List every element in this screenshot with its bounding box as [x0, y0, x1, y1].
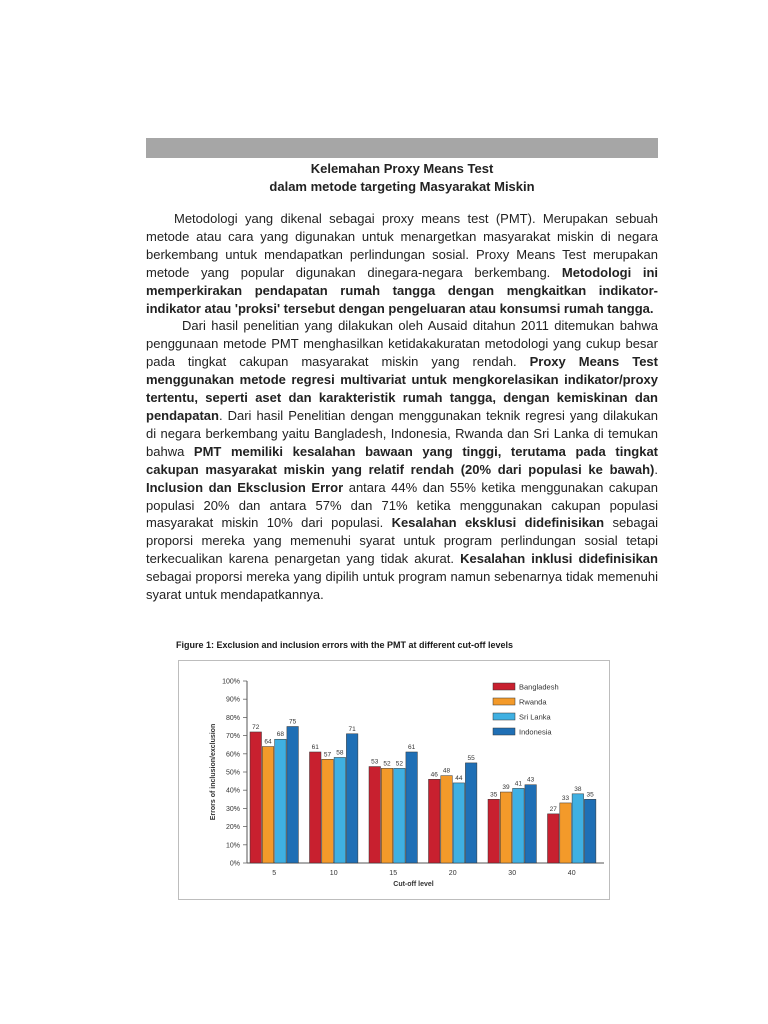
p2-run-7: Kesalahan eksklusi didefinisikan: [391, 515, 605, 531]
bar-value-label: 53: [371, 758, 379, 766]
y-tick-label: 10%: [225, 842, 240, 850]
bar-value-label: 35: [586, 791, 594, 799]
bar-indonesia-10: [346, 734, 358, 863]
title-line-2: dalam metode targeting Masyarakat Miskin: [269, 179, 535, 194]
legend-label: Bangladesh: [519, 682, 559, 692]
document-body: [146, 210, 658, 604]
bar-sri-lanka-20: [453, 783, 465, 863]
x-tick-label: 5: [272, 870, 277, 877]
x-tick-label: 15: [389, 870, 398, 877]
bar-value-label: 75: [289, 718, 297, 726]
p2-run-3: PMT memiliki kesalahan bawaan yang tinggi, terutama pada tingkat cakupan masyarakat miskin yang relatif rendah (20% dari populasi ke bawah): [146, 443, 659, 477]
document-title: [146, 160, 658, 196]
bar-rwanda-40: [560, 803, 572, 863]
p2-run-2: . Dari hasil Penelitian dengan menggunakan teknik regresi yang dilakukan di negara berkembang yaitu Bangladesh, Indonesia, Rwanda dan Sri Lanka di temukan bahwa: [146, 407, 658, 459]
p2-run-10: sebagai proporsi mereka yang dipilih untuk program namun sebenarnya tidak memenuhi syarat untuk mendapatkannya.: [146, 569, 658, 603]
figure-caption: Figure 1: Exclusion and inclusion errors with the PMT at different cut-off levels: [176, 640, 514, 650]
y-tick-label: 40%: [225, 787, 240, 795]
bar-value-label: 64: [264, 738, 272, 746]
bar-value-label: 43: [527, 776, 535, 784]
bar-value-label: 38: [574, 785, 582, 793]
x-tick-label: 10: [329, 870, 338, 877]
bar-indonesia-5: [287, 727, 299, 864]
x-axis-label: Cut-off level: [393, 881, 434, 888]
bar-rwanda-5: [262, 747, 274, 863]
bar-value-label: 46: [430, 771, 438, 779]
y-tick-label: 100%: [222, 678, 240, 686]
bar-value-label: 71: [348, 725, 356, 733]
bar-value-label: 52: [395, 760, 403, 768]
bar-value-label: 27: [549, 805, 557, 813]
bar-value-label: 72: [252, 723, 260, 731]
y-axis-label: Errors of inclusion/exclusion: [210, 723, 217, 821]
y-tick-label: 70%: [225, 733, 240, 741]
bar-value-label: 33: [561, 794, 570, 802]
bar-indonesia-40: [584, 799, 596, 863]
bar-value-label: 61: [311, 743, 319, 751]
legend-label: Sri Lanka: [519, 712, 551, 722]
bar-bangladesh-5: [250, 732, 262, 863]
bar-bangladesh-40: [548, 814, 560, 863]
legend-swatch-bangladesh: [493, 683, 515, 690]
legend-swatch-rwanda: [493, 698, 515, 705]
bar-sri-lanka-5: [275, 739, 287, 863]
bar-rwanda-30: [500, 792, 512, 863]
p2-run-9: Kesalahan inklusi didefinisikan: [460, 551, 658, 567]
bar-value-label: 39: [502, 784, 510, 792]
p2-run-6: antara 44% dan 55% ketika menggunakan cakupan populasi 20% dan antara 57% dan 71% ketika menggunakan cakupan populasi masyarakat miskin 10% dari populasi.: [146, 479, 658, 531]
bar-indonesia-30: [525, 785, 537, 863]
bar-rwanda-15: [381, 768, 393, 863]
bar-bangladesh-30: [488, 799, 500, 863]
bar-sri-lanka-30: [513, 788, 525, 863]
figure-frame: [178, 660, 610, 900]
p1-run-1: Metodologi ini memperkirakan pendapatan rumah tangga dengan mengkaitkan indikator-indikator atau 'proksi' tersebut dengan pengeluaran atau konsumsi rumah tangga.: [146, 264, 659, 316]
x-tick-label: 40: [567, 870, 576, 877]
legend-swatch-indonesia: [493, 728, 515, 735]
bar-value-label: 41: [514, 780, 522, 788]
p2-run-0: Dari hasil penelitian yang dilakukan oleh Ausaid ditahun 2011 ditemukan bahwa penggunaan metode PMT menghasilkan ketidakakuratan metodologi yang cukup besar pada tingkat cakupan masyarakat miskin yang rendah.: [146, 318, 658, 370]
p2-run-1: Proxy Means Test menggunakan metode regresi multivariat untuk mengkorelasikan indikator/proxy tertentu, seperti aset dan karakteristik rumah tangga, dengan kemiskinan dan pendapatan: [146, 354, 658, 423]
bar-value-label: 68: [276, 731, 284, 739]
header-bar: [146, 138, 658, 158]
bar-chart: [179, 661, 609, 899]
p1-run-0: Metodologi yang dikenal sebagai proxy means test (PMT). Merupakan sebuah metode atau cara yang digunakan untuk menargetkan masyarakat miskin di negara berkembang untuk mendapatkan perlindungan sosial. Proxy Means Test merupakan metode yang popular digunakan dinegara-negara berkembang.: [146, 211, 658, 280]
bar-value-label: 55: [467, 754, 475, 762]
paragraph-1: [146, 210, 658, 317]
legend-label: Rwanda: [519, 697, 547, 707]
title-line-1: Kelemahan Proxy Means Test: [310, 161, 494, 176]
y-tick-label: 80%: [225, 714, 240, 722]
bar-rwanda-10: [322, 759, 334, 863]
bar-bangladesh-10: [310, 752, 322, 863]
bar-bangladesh-20: [429, 779, 441, 863]
paragraph-2: [146, 317, 658, 604]
y-tick-label: 90%: [225, 696, 240, 704]
p2-run-4: .: [654, 461, 658, 477]
legend-swatch-sri-lanka: [493, 713, 515, 720]
bar-bangladesh-15: [369, 767, 381, 863]
bar-indonesia-20: [465, 763, 477, 863]
x-tick-label: 30: [508, 870, 517, 877]
bar-value-label: 57: [323, 751, 332, 759]
y-tick-label: 50%: [225, 769, 240, 777]
bar-value-label: 52: [383, 760, 391, 768]
bar-value-label: 35: [490, 791, 498, 799]
y-tick-label: 60%: [225, 751, 240, 759]
p2-run-8: sebagai proporsi mereka yang memenuhi syarat untuk program perlindungan sosial tetapi terkecualikan karena penargetan yang tidak akurat.: [146, 515, 658, 567]
bar-value-label: 61: [408, 743, 416, 751]
legend-label: Indonesia: [519, 727, 552, 737]
bar-value-label: 58: [336, 749, 344, 757]
y-tick-label: 20%: [225, 824, 240, 832]
bar-sri-lanka-40: [572, 794, 584, 863]
bar-indonesia-15: [406, 752, 418, 863]
bar-rwanda-20: [441, 776, 453, 863]
bar-sri-lanka-15: [394, 768, 406, 863]
bar-value-label: 44: [455, 774, 463, 782]
bar-sri-lanka-10: [334, 757, 346, 863]
bar-value-label: 48: [442, 767, 451, 775]
y-tick-label: 30%: [225, 805, 240, 813]
y-tick-label: 0%: [229, 860, 240, 868]
p2-run-5: Inclusion dan Eksclusion Error: [146, 479, 344, 495]
x-tick-label: 20: [448, 870, 457, 877]
